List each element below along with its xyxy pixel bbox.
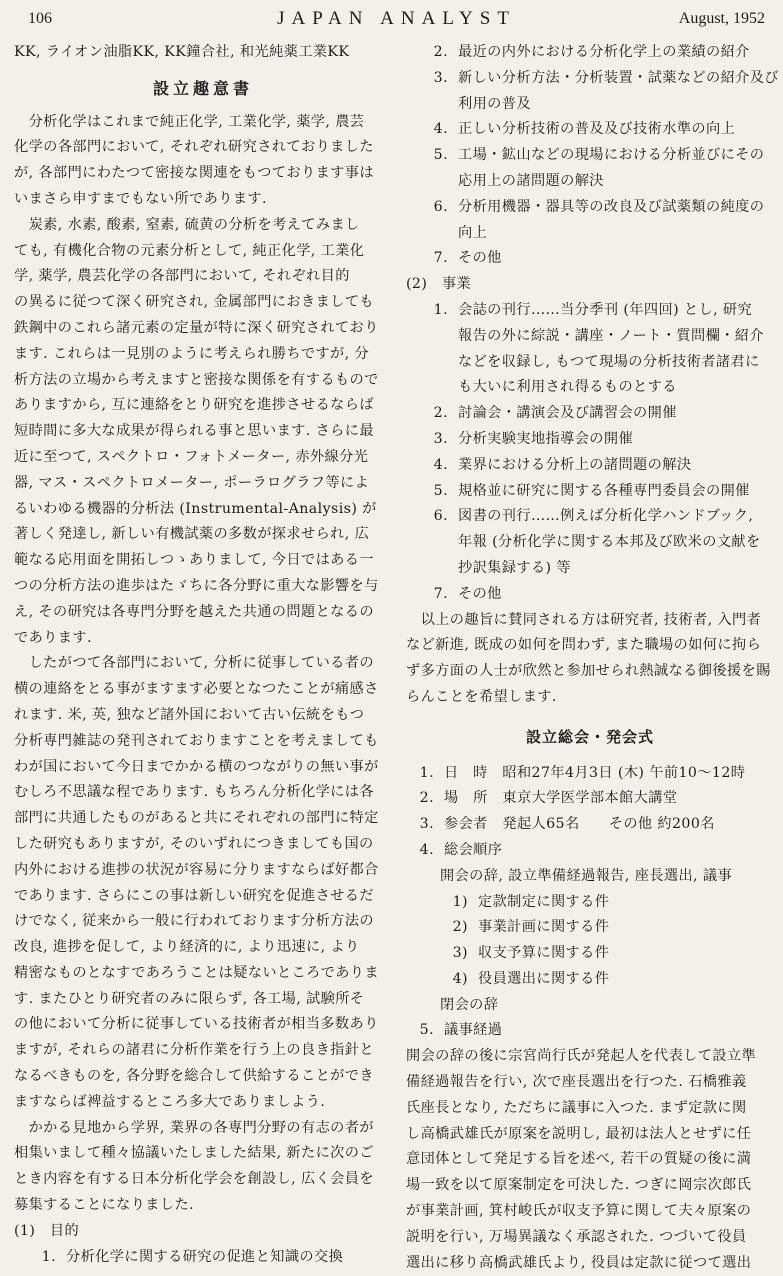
business-item-number: 5. [433, 482, 448, 499]
text-line: 著しく発達し, 新しい有機試薬の多数が探求せられ, 広 [14, 526, 370, 543]
page-number: 106 [28, 10, 52, 27]
text-line: 学, 薬学, 農芸化学の各部門において, それぞれ目的 [14, 268, 350, 285]
business-item-number: 2. [433, 405, 448, 422]
agenda-item-number: 4) [452, 970, 468, 987]
text-line: ず多方面の人士が欣然と参加せられ熱誠なる御後援を賜 [406, 663, 771, 680]
text-line: 備経過報告を行い, 次で座長選出を行つた. 石橋雅義 [406, 1074, 747, 1091]
business-item-text: 年報 (分析化学に関する本邦及び欧米の文献を [458, 534, 761, 551]
text-line: わが国において今日までかかる横のつながりの無い事が [14, 758, 379, 775]
purpose-item-number [420, 169, 458, 195]
text-line: ても, 有機化合物の元素分析として, 純正化学, 工業化 [14, 242, 365, 259]
text-line: 炭素, 水素, 酸素, 窒素, 硫黄の分析を考えてみまし [14, 216, 360, 233]
right-column [406, 40, 779, 1271]
business-item-text: 業界における分析上の諸問題の解決 [458, 456, 692, 473]
text-line: 近に至つて, スペクトロ・フォトメーター, 赤外線分光 [14, 448, 369, 465]
business-item [406, 427, 774, 453]
text-line: 化学の各部門において, それぞれ研究されておりました [14, 139, 374, 156]
prospectus-body [14, 110, 392, 1219]
business-item-text: も大いに利用され得るものとする [458, 379, 677, 396]
meeting-item [406, 812, 774, 838]
meeting-item-text: 参会者 発起人65名 その他 約200名 [444, 816, 715, 833]
business-item [406, 401, 774, 427]
business-item-text: 抄訳集録する) 等 [458, 559, 571, 576]
business-item-number: 3. [433, 430, 448, 447]
purpose-item-number [420, 221, 458, 247]
text-line: むしろ不思議な程であります. もちろん分析化学には各 [14, 784, 374, 801]
business-item-number [420, 350, 458, 376]
business-item-number: 4. [433, 456, 448, 473]
text-line: ますならば裨益するところ多大でありましよう. [14, 1093, 326, 1110]
text-line: 範なる応用面を開拓しつゝありまして, 今日ではある一 [14, 552, 374, 569]
text-line: 横の連絡をとる事がますます必要となつたことが痛感さ [14, 681, 379, 698]
agenda-item [406, 890, 774, 916]
business-item [406, 350, 774, 376]
business-item-text: 図書の刊行……例えば分析化学ハンドブック, [458, 508, 754, 525]
text-line: 分析専門雑誌の発刊されておりますことを考えましても [14, 732, 379, 749]
meeting-item [406, 786, 774, 812]
agenda-item-number: 3) [452, 945, 468, 962]
text-line: ありますから, 互に連絡をとり研究を進捗させるならば [14, 397, 374, 414]
paragraph [14, 110, 392, 213]
purpose-item-number: 1. [41, 1248, 56, 1265]
purpose-item-text: 新しい分析方法・分析装置・試薬などの紹介及び [458, 69, 779, 86]
business-item [406, 298, 774, 324]
text-line: ます. これらは一見別のように考えられ勝ちですが, 分 [14, 345, 370, 362]
text-line: 鉄鋼中のこれら諸元素の定量が特に深く研究されており [14, 319, 379, 336]
business-item-number: 6. [433, 508, 448, 525]
text-line: が, 各部門にわたつて密接な関連をもつております事は [14, 165, 374, 182]
agenda-item-text: 役員選出に関する件 [478, 970, 610, 987]
text-line: ますが, それらの諸君に分析作業を行う上の良き指針と [14, 1042, 374, 1059]
paragraph [14, 651, 392, 1115]
meeting-item-number: 2. [419, 790, 434, 807]
purpose-item [406, 40, 774, 66]
text-line: れます. 米, 英, 独など諸外国において古い伝統をもつ [14, 706, 365, 723]
business-item-text: などを収録し, もつて現場の分析技術者諸君に [458, 353, 760, 370]
agenda-item-text: 事業計画に関する件 [478, 919, 610, 936]
purpose-item [406, 246, 774, 272]
text-line: らんことを希望します. [406, 688, 557, 705]
business-item [406, 530, 774, 556]
text-line: え, その研究は各専門分野を越えた共通の問題となるの [14, 603, 374, 620]
business-item-number: 1. [433, 301, 448, 318]
closing-paragraph [406, 608, 774, 711]
text-line: いまさら申すまでもない所であります. [14, 190, 267, 207]
text-line: 分析化学はこれまで純正化学, 工業化学, 薬学, 農芸 [14, 113, 365, 130]
agenda-item-text: 収支予算に関する件 [478, 945, 610, 962]
sponsor-list-line: KK, ライオン油脂KK, KK鐘合社, 和光純薬工業KK [14, 44, 350, 60]
text-line: の異るに従つて深く研究され, 金属部門におきましても [14, 294, 374, 311]
purpose-item-text: 正しい分析技術の普及及び技術水準の向上 [458, 121, 736, 138]
text-line: など新進, 既成の如何を問わず, また職場の如何に拘ら [406, 637, 762, 654]
meeting-item-number: 1. [419, 764, 434, 781]
text-line: 選出に移り高橋武雄氏より, 役員は定款に従つて選出 [406, 1254, 752, 1271]
text-line: るいわゆる機器的分析法 (Instrumental-Analysis) が [14, 500, 377, 517]
business-item [406, 582, 774, 608]
purpose-heading: (1) 目的 [14, 1222, 80, 1239]
business-item-number [420, 375, 458, 401]
text-line: す. またひとり研究者のみに限らず, 各工場, 試験所そ [14, 990, 365, 1007]
text-line: なるべきものを, 各分野を総合して供給することができ [14, 1068, 374, 1085]
agenda-item [406, 941, 774, 967]
purpose-item [406, 117, 774, 143]
text-line: 開会の辞の後に宗宮尚行氏が発起人を代表して設立準 [406, 1048, 757, 1065]
purpose-item-text: 利用の普及 [458, 95, 531, 112]
purpose-item-number: 3. [433, 69, 448, 86]
text-line: であります. さらにこの事は新しい研究を促進させるだ [14, 887, 374, 904]
business-item [406, 453, 774, 479]
meeting-list [406, 761, 774, 864]
meeting-item-number: 3. [419, 816, 434, 833]
business-item-number [420, 530, 458, 556]
text-line: けでなく, 従来から一般に行われております分析方法の [14, 913, 374, 930]
meeting-title: 設立総会・発会式 [525, 727, 654, 746]
business-item [406, 375, 774, 401]
business-item [406, 324, 774, 350]
business-item [406, 504, 774, 530]
text-line: が事業計画, 箕村峻氏が収支予算に関して夫々原案の [406, 1203, 752, 1220]
journal-title: JAPAN ANALYST [277, 8, 516, 29]
text-line: 相集いまして種々協議いたしました結果, 新たに次のご [14, 1145, 374, 1162]
purpose-list [406, 40, 779, 272]
business-item [406, 479, 774, 505]
text-line: 短時間に多大な成果が得られる事と思います. さらに最 [14, 423, 374, 440]
purpose-item [14, 1245, 392, 1271]
agenda-item-number: 2) [452, 919, 468, 936]
purpose-item [406, 92, 774, 118]
text-line: 場一致を以て原案制定を可決した. つぎに岡宗次郎氏 [406, 1177, 752, 1194]
purpose-item-text: 最近の内外における分析化学上の業績の紹介 [458, 44, 750, 60]
text-line: 部門に共通したものがあると共にそれぞれの部門に特定 [14, 810, 379, 827]
text-line: とき内容を有する日本分析化学会を創設し, 広く会員を [14, 1171, 374, 1188]
text-line: 析方法の立場から考えますと密接な関係を有するもので [14, 371, 379, 388]
left-column [14, 40, 392, 1265]
purpose-item [406, 143, 774, 169]
purpose-item-text: 応用上の諸問題の解決 [458, 172, 604, 189]
text-line: 意団体として発足する旨を述べ, 若干の質疑の後に満 [406, 1151, 752, 1168]
meeting-item-text: 場 所 東京大学医学部本館大講堂 [444, 790, 678, 807]
business-item [406, 556, 774, 582]
paragraph [14, 1116, 392, 1219]
purpose-item-number: 5. [433, 147, 448, 164]
text-line: つの分析方法の進歩はたゞちに各分野に重大な影響を与 [14, 577, 379, 594]
business-item-text: 報告の外に綜説・講座・ノート・質問欄・紹介 [458, 327, 764, 344]
text-line: した研究もありますが, そのいずれにつきましても国の [14, 835, 374, 852]
business-item-text: 会誌の刊行……当分季刊 (年四回) とし, 研究 [458, 301, 753, 318]
issue-date: August, 1952 [678, 10, 765, 27]
purpose-item-text: 向上 [458, 224, 488, 241]
agenda-item-number: 1) [452, 893, 468, 910]
meeting-item-text: 総会順序 [444, 841, 503, 858]
proceedings-item-number: 5. [419, 1022, 434, 1039]
text-line: の他において分析に従事している技術者が相当多数あり [14, 1016, 379, 1033]
meeting-item-text: 日 時 昭和27年4月3日 (木) 午前10～12時 [444, 764, 746, 781]
text-line: し高橋武雄氏が原案を説明し, 最初は法人とせずに任 [406, 1125, 752, 1142]
text-line: 氏座長となり, ただちに議事に入つた. まず定款に関 [406, 1099, 747, 1116]
proceedings-item-text: 議事経過 [444, 1022, 503, 1039]
business-item-text: 規格並に研究に関する各種専門委員会の開催 [458, 482, 750, 499]
business-item-number [420, 324, 458, 350]
text-line: 精密なものとなすであろうことは疑ないところでありま [14, 964, 379, 981]
purpose-item-text: 工場・鉱山などの現場における分析並びにその [458, 147, 765, 164]
agenda-intro: 開会の辞, 設立準備経過報告, 座長選出, 議事 [440, 867, 733, 884]
purpose-item-number [420, 92, 458, 118]
agenda-item-text: 定款制定に関する件 [478, 893, 610, 910]
agenda-item [406, 967, 774, 993]
text-line: 以上の趣旨に賛同される方は研究者, 技術者, 入門者 [406, 611, 762, 628]
page-header [28, 8, 765, 34]
business-heading: (2) 事業 [406, 276, 472, 293]
text-line: かかる見地から学界, 業界の各専門分野の有志の者が [14, 1119, 374, 1136]
business-item-number [420, 556, 458, 582]
purpose-item-number: 4. [433, 121, 448, 138]
agenda-item [406, 915, 774, 941]
text-line: であります. [14, 629, 92, 646]
business-item-text: その他 [458, 585, 502, 602]
purpose-item-text: 分析化学に関する研究の促進と知識の交換 [66, 1248, 344, 1265]
purpose-item [406, 221, 774, 247]
text-line: 内外における進捗の状況が容易に分りますならば好都合 [14, 861, 379, 878]
meeting-item-number: 4. [419, 841, 434, 858]
text-line: 説明を行い, 万場異議なく承認された. つづいて役員 [406, 1228, 747, 1245]
purpose-item [406, 195, 774, 221]
business-item-text: 討論会・講演会及び講習会の開催 [458, 405, 677, 422]
text-line: 改良, 進捗を促して, より経済的に, より迅速に, より [14, 939, 360, 956]
purpose-item-number: 2. [433, 44, 448, 60]
text-line: 募集することになりました. [14, 1197, 194, 1214]
proceedings-item [406, 1018, 774, 1044]
purpose-item [406, 169, 774, 195]
meeting-item [406, 838, 774, 864]
purpose-item-text: その他 [458, 250, 502, 267]
text-line: 器, マス・スペクトロメーター, ポーラログラフ等によ [14, 474, 370, 491]
purpose-item-number: 6. [433, 198, 448, 215]
business-list [406, 298, 774, 608]
agenda-close: 閉会の辞 [440, 996, 499, 1013]
proceedings-text [406, 1044, 774, 1276]
business-item-text: 分析実験実地指導会の開催 [458, 430, 634, 447]
purpose-item [406, 66, 779, 92]
paragraph [14, 213, 392, 652]
business-item-number: 7. [433, 585, 448, 602]
prospectus-title: 設立趣意書 [152, 78, 253, 98]
meeting-item [406, 761, 774, 787]
purpose-item-text: 分析用機器・器具等の改良及び試薬類の純度の [458, 198, 765, 215]
purpose-item-number: 7. [433, 250, 448, 267]
agenda-list [406, 890, 774, 993]
text-line: したがつて各部門において, 分析に従事している者の [14, 655, 374, 672]
